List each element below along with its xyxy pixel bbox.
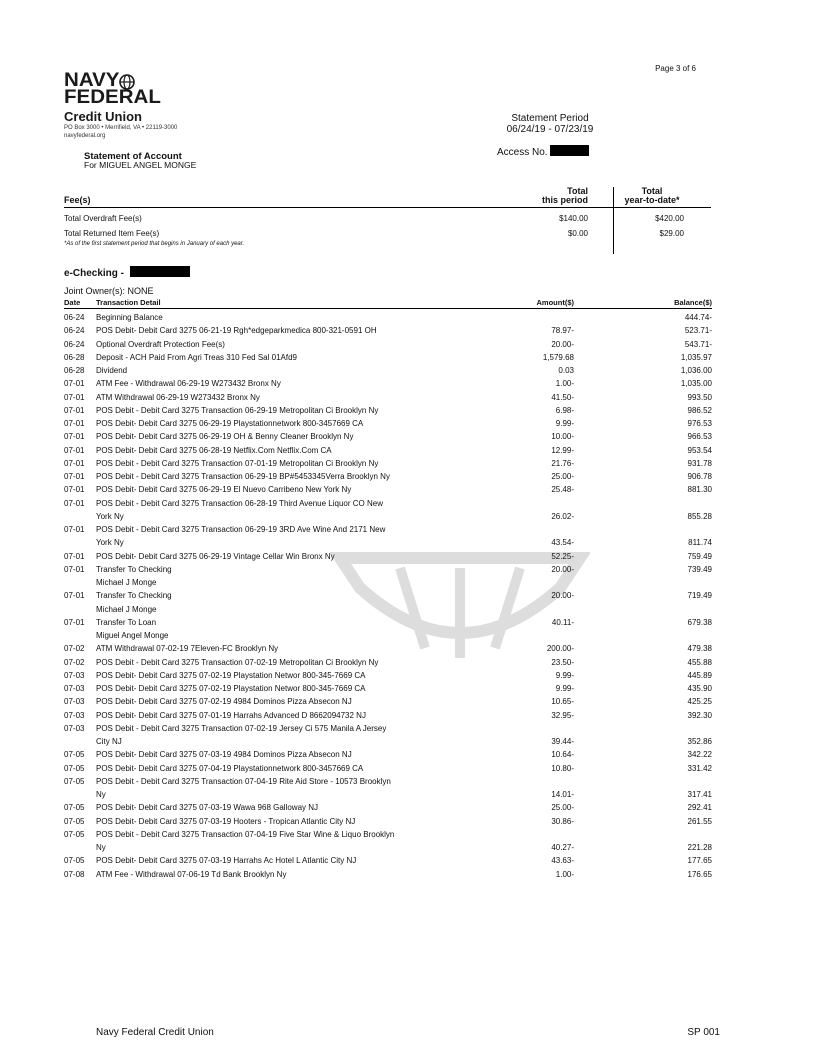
- transaction-balance: 425.25: [687, 697, 712, 707]
- transaction-detail-continued: Ny: [96, 790, 106, 799]
- account-number-redaction: [130, 266, 190, 277]
- transaction-date: 07-01: [64, 551, 85, 561]
- transaction-date: 06-24: [64, 313, 85, 322]
- fees-col-this-period: [520, 187, 588, 205]
- transaction-detail: POS Debit- Debit Card 3275 06-21-19 Rgh*edgeparkmedica 800-321-0591 OH: [96, 326, 377, 336]
- transaction-date: 07-01: [64, 458, 85, 468]
- logo-address: PO Box 3000 • Merrifield, VA • 22119-3000: [64, 125, 178, 131]
- transaction-amount: 25.00-: [551, 472, 574, 481]
- transaction-detail-continued: Ny: [96, 843, 106, 852]
- fees-col-ytd-line1: Total: [641, 186, 663, 196]
- transaction-amount: 39.44-: [551, 737, 574, 746]
- transaction-amount: 1,579.68: [542, 352, 574, 362]
- transaction-detail: POS Debit - Debit Card 3275 Transaction 07-01-19 Metropolitan Ci Brooklyn Ny: [96, 458, 379, 468]
- transaction-balance: 317.41: [687, 790, 712, 799]
- transaction-amount: 41.50-: [551, 392, 574, 402]
- transaction-balance: 444.74-: [684, 313, 712, 322]
- col-header-amount: Amount($): [536, 298, 574, 307]
- transaction-date: 07-01: [64, 432, 85, 442]
- transaction-date: 07-05: [64, 750, 85, 760]
- logo-line-credit-union: Credit Union: [64, 109, 142, 124]
- transaction-detail: Transfer To Checking: [96, 564, 172, 574]
- transaction-amount: 9.99-: [555, 670, 574, 680]
- logo-line-navy: NAVY: [64, 70, 120, 91]
- transaction-amount: 21.76-: [551, 458, 574, 468]
- transaction-amount: 78.97-: [551, 326, 574, 336]
- transaction-date: 07-05: [64, 763, 85, 773]
- transaction-amount: 1.00-: [555, 869, 574, 879]
- transaction-date: 07-01: [64, 379, 85, 389]
- transaction-balance: 976.53: [687, 419, 712, 428]
- transaction-balance: 176.65: [687, 869, 712, 879]
- transaction-date: 07-05: [64, 856, 85, 866]
- transaction-balance: 1,035.97: [680, 352, 712, 362]
- transaction-amount: 1.00-: [555, 379, 574, 389]
- transaction-date: 07-08: [64, 869, 85, 879]
- transaction-balance: 953.54: [687, 445, 712, 455]
- transaction-balance: 292.41: [687, 803, 712, 813]
- transaction-amount: 25.48-: [551, 485, 574, 495]
- statement-period-value: 06/24/19 - 07/23/19: [506, 124, 594, 135]
- transaction-balance: 931.78: [687, 458, 712, 468]
- transaction-balance: 966.53: [687, 432, 712, 442]
- transaction-detail-continued: Michael J Monge: [96, 578, 157, 587]
- transaction-date: 07-05: [64, 816, 85, 826]
- echecking-title: [64, 266, 190, 279]
- transaction-detail: POS Debit - Debit Card 3275 Transaction 06-29-19 Metropolitan Ci Brooklyn Ny: [96, 405, 379, 415]
- transaction-detail: POS Debit- Debit Card 3275 07-03-19 Harrahs Ac Hotel L Atlantic City NJ: [96, 856, 357, 866]
- transaction-date: 07-01: [64, 485, 85, 495]
- transaction-detail: Deposit - ACH Paid From Agri Treas 310 Fed Sal 01Afd9: [96, 352, 297, 362]
- transaction-detail: POS Debit- Debit Card 3275 07-03-19 Hooters - Tropican Atlantic City NJ: [96, 816, 356, 826]
- access-number: [497, 145, 589, 158]
- transaction-detail-continued: York Ny: [96, 511, 124, 521]
- transaction-amount: 10.00-: [551, 432, 574, 442]
- transaction-detail: POS Debit- Debit Card 3275 07-02-19 Playstation Networ 800-345-7669 CA: [96, 670, 366, 680]
- transaction-balance: 906.78: [687, 472, 712, 481]
- transaction-detail: ATM Withdrawal 07-02-19 7Eleven-FC Brooklyn Ny: [96, 644, 279, 654]
- navy-federal-logo: [64, 72, 224, 140]
- transaction-date: 07-01: [64, 472, 85, 481]
- transaction-amount: 12.99-: [551, 445, 574, 455]
- transaction-detail: POS Debit- Debit Card 3275 07-02-19 4984 Dominos Pizza Absecon NJ: [96, 697, 352, 707]
- fees-heading: Fee(s): [64, 195, 91, 205]
- transaction-detail: POS Debit- Debit Card 3275 07-02-19 Playstation Networ 800-345-7669 CA: [96, 684, 366, 693]
- fees-col-this-period-line1: Total: [567, 186, 588, 196]
- transaction-date: 07-03: [64, 697, 85, 707]
- transaction-balance: 479.38: [687, 644, 712, 654]
- fee-row-overdraft-label: Total Overdraft Fee(s): [64, 214, 142, 223]
- transaction-detail: ATM Fee - Withdrawal 07-06-19 Td Bank Brooklyn Ny: [96, 869, 287, 879]
- fee-row-returned-label: Total Returned Item Fee(s): [64, 229, 160, 238]
- transaction-balance: 986.52: [687, 405, 712, 415]
- fees-col-ytd: [614, 187, 690, 205]
- col-header-balance: Balance($): [674, 298, 712, 307]
- transaction-balance: 855.28: [687, 511, 712, 521]
- transaction-date: 07-02: [64, 657, 85, 667]
- transaction-amount: 20.00-: [551, 339, 574, 349]
- transaction-detail: POS Debit - Debit Card 3275 Transaction 07-02-19 Metropolitan Ci Brooklyn Ny: [96, 657, 379, 667]
- transaction-balance: 435.90: [687, 684, 712, 693]
- fees-col-ytd-line2: year-to-date*: [624, 195, 680, 205]
- transaction-balance: 177.65: [687, 856, 712, 866]
- transaction-date: 07-03: [64, 710, 85, 720]
- transaction-detail: Beginning Balance: [96, 313, 163, 322]
- transaction-amount: 26.02-: [551, 511, 574, 521]
- access-number-label: Access No.: [497, 147, 548, 158]
- transaction-date: 07-05: [64, 803, 85, 813]
- transaction-detail: POS Debit- Debit Card 3275 07-04-19 Playstationnetwork 800-3457669 CA: [96, 763, 364, 773]
- transaction-amount: 9.99-: [555, 684, 574, 693]
- transaction-date: 06-24: [64, 339, 85, 349]
- transaction-detail: POS Debit - Debit Card 3275 Transaction 06-28-19 Third Avenue Liquor CO New: [96, 498, 383, 508]
- transaction-detail: POS Debit - Debit Card 3275 Transaction 07-02-19 Jersey Ci 575 Manila A Jersey: [96, 723, 387, 733]
- account-holder: For MIGUEL ANGEL MONGE: [84, 160, 197, 170]
- transaction-amount: 40.11-: [551, 617, 574, 627]
- transaction-amount: 10.64-: [551, 750, 574, 760]
- transaction-balance: 993.50: [687, 392, 712, 402]
- transaction-balance: 1,036.00: [680, 366, 712, 375]
- transaction-detail-continued: Miguel Angel Monge: [96, 631, 169, 640]
- transaction-detail: POS Debit - Debit Card 3275 Transaction 07-04-19 Rite Aid Store - 10573 Brooklyn: [96, 776, 391, 786]
- transaction-balance: 739.49: [687, 564, 712, 574]
- transaction-detail: POS Debit- Debit Card 3275 07-01-19 Harrahs Advanced D 8662094732 NJ: [96, 710, 366, 720]
- fees-footnote: *As of the first statement period that begins in January of each year.: [64, 241, 245, 247]
- transaction-balance: 759.49: [687, 551, 712, 561]
- transaction-date: 07-01: [64, 392, 85, 402]
- transaction-amount: 9.99-: [555, 419, 574, 428]
- col-header-detail: Transaction Detail: [96, 298, 161, 307]
- fees-col-this-period-line2: this period: [541, 195, 588, 205]
- transaction-date: 07-01: [64, 617, 85, 627]
- transaction-amount: 14.01-: [551, 790, 574, 799]
- transaction-amount: 30.86-: [551, 816, 574, 826]
- transaction-amount: 40.27-: [551, 843, 574, 852]
- transaction-amount: 20.00-: [551, 564, 574, 574]
- transaction-amount: 52.25-: [551, 551, 574, 561]
- transaction-balance: 352.86: [687, 737, 712, 746]
- transaction-date: 07-01: [64, 564, 85, 574]
- fee-row-returned-period: $0.00: [567, 229, 588, 238]
- transaction-amount: 43.54-: [551, 538, 574, 548]
- transaction-date: 07-05: [64, 829, 85, 839]
- statement-period-label: Statement Period: [511, 113, 589, 124]
- transaction-date: 07-01: [64, 591, 85, 601]
- transaction-detail: Dividend: [96, 366, 128, 375]
- statement-title: Statement of Account: [84, 151, 182, 162]
- transaction-detail: Transfer To Checking: [96, 591, 172, 601]
- transaction-date: 07-05: [64, 776, 85, 786]
- transaction-detail: ATM Withdrawal 06-29-19 W273432 Bronx Ny: [96, 392, 260, 402]
- transaction-amount: 10.80-: [551, 763, 574, 773]
- transaction-detail-continued: York Ny: [96, 538, 124, 548]
- transaction-date: 07-03: [64, 723, 85, 733]
- transaction-date: 07-02: [64, 644, 85, 654]
- transaction-balance: 719.49: [687, 591, 712, 601]
- transaction-date: 06-28: [64, 352, 85, 362]
- transaction-balance: 881.30: [687, 485, 712, 495]
- fee-row-returned-ytd: $29.00: [659, 229, 684, 238]
- transaction-detail: POS Debit - Debit Card 3275 Transaction 06-29-19 BP#5453345Verra Brooklyn Ny: [96, 472, 390, 481]
- fee-row-overdraft-period: $140.00: [559, 214, 588, 223]
- echecking-title-text: e-Checking -: [64, 268, 125, 279]
- footer-institution: Navy Federal Credit Union: [96, 1027, 214, 1038]
- transaction-date: 07-01: [64, 419, 85, 428]
- transaction-detail: POS Debit- Debit Card 3275 06-29-19 Vintage Cellar Win Bronx Ny: [96, 551, 335, 561]
- logo-line-federal: FEDERAL: [64, 87, 161, 108]
- transaction-date: 06-28: [64, 366, 85, 375]
- transactions-divider: [64, 308, 712, 309]
- transaction-date: 07-03: [64, 684, 85, 693]
- transaction-detail: POS Debit- Debit Card 3275 06-28-19 Netflix.Com Netflix.Com CA: [96, 445, 332, 455]
- transaction-amount: 20.00-: [551, 591, 574, 601]
- fee-row-overdraft-ytd: $420.00: [655, 214, 684, 223]
- transaction-amount: 23.50-: [551, 657, 574, 667]
- transaction-detail: POS Debit - Debit Card 3275 Transaction 06-29-19 3RD Ave Wine And 2171 New: [96, 525, 386, 534]
- transaction-amount: 25.00-: [551, 803, 574, 813]
- transaction-detail-continued: Michael J Monge: [96, 604, 157, 614]
- transaction-amount: 43.63-: [551, 856, 574, 866]
- logo-website: navyfederal.org: [64, 133, 106, 139]
- transaction-balance: 445.89: [687, 670, 712, 680]
- transaction-detail: POS Debit - Debit Card 3275 Transaction 07-04-19 Five Star Wine & Liquo Brooklyn: [96, 829, 395, 839]
- transaction-detail: POS Debit- Debit Card 3275 06-29-19 Playstationnetwork 800-3457669 CA: [96, 419, 364, 428]
- transaction-balance: 392.30: [687, 710, 712, 720]
- transaction-balance: 543.71-: [684, 339, 712, 349]
- transaction-detail: POS Debit- Debit Card 3275 06-29-19 El Nuevo Carribeno New York Ny: [96, 485, 352, 495]
- transaction-balance: 811.74: [688, 538, 712, 548]
- transaction-amount: 32.95-: [551, 710, 574, 720]
- transaction-detail: Optional Overdraft Protection Fee(s): [96, 339, 225, 349]
- transaction-balance: 455.88: [687, 657, 712, 667]
- transaction-date: 07-03: [64, 670, 85, 680]
- transaction-amount: 10.65-: [551, 697, 574, 707]
- footer-code: SP 001: [687, 1027, 720, 1038]
- transaction-amount: 200.00-: [546, 644, 574, 654]
- transaction-date: 07-01: [64, 525, 85, 534]
- transaction-detail: POS Debit- Debit Card 3275 07-03-19 4984 Dominos Pizza Absecon NJ: [96, 750, 352, 760]
- transaction-balance: 261.55: [687, 816, 712, 826]
- page-number: Page 3 of 6: [655, 64, 696, 73]
- transaction-date: 06-24: [64, 326, 85, 336]
- transaction-balance: 1,035.00: [680, 379, 712, 389]
- col-header-date: Date: [64, 298, 81, 307]
- transaction-date: 07-01: [64, 405, 85, 415]
- transaction-balance: 342.22: [687, 750, 712, 760]
- transaction-balance: 221.28: [687, 843, 712, 852]
- joint-owners: Joint Owner(s): NONE: [64, 286, 154, 296]
- transaction-date: 07-01: [64, 498, 85, 508]
- transaction-amount: 6.98-: [555, 405, 574, 415]
- transaction-detail: ATM Fee - Withdrawal 06-29-19 W273432 Bronx Ny: [96, 379, 281, 389]
- transaction-date: 07-01: [64, 445, 85, 455]
- transaction-balance: 679.38: [687, 617, 712, 627]
- statement-period: [470, 113, 630, 135]
- transaction-detail-continued: City NJ: [96, 737, 122, 746]
- transaction-balance: 331.42: [687, 763, 712, 773]
- transaction-balance: 523.71-: [684, 326, 712, 336]
- access-number-redaction: [550, 145, 589, 156]
- transaction-amount: 0.03: [558, 366, 574, 375]
- transaction-detail: POS Debit- Debit Card 3275 07-03-19 Wawa 968 Galloway NJ: [96, 803, 319, 813]
- transaction-detail: Transfer To Loan: [96, 617, 157, 627]
- transaction-detail: POS Debit- Debit Card 3275 06-29-19 OH & Benny Cleaner Brooklyn Ny: [96, 432, 354, 442]
